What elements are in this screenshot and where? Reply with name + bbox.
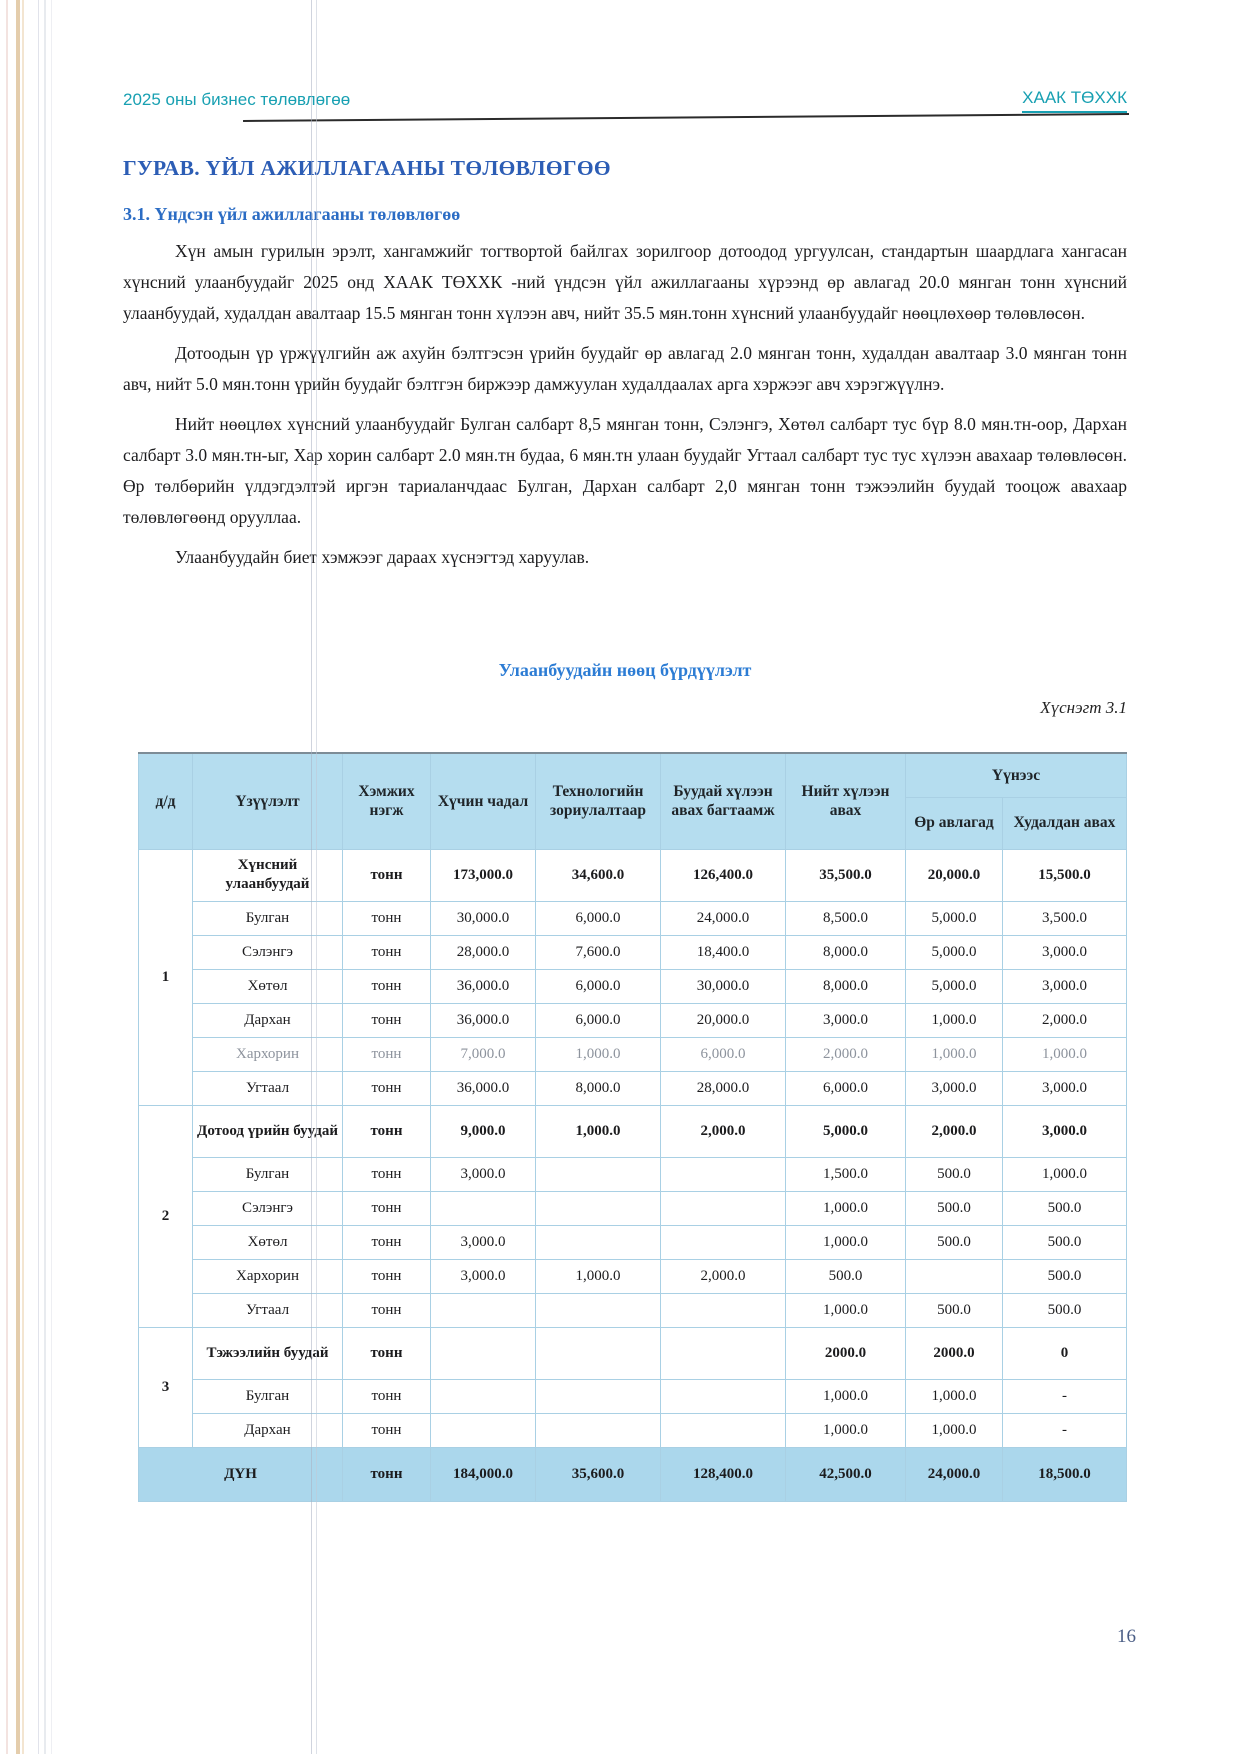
- cell-value: 3,000.0: [431, 1225, 536, 1259]
- cell-value: 2,000.0: [906, 1105, 1003, 1157]
- table-reference: Хүснэгт 3.1: [1040, 698, 1127, 717]
- table-row: [139, 1191, 1127, 1225]
- paragraph-1: Хүн амын гурилын эрэлт, хангамжийг тогтвортой байлгах зорилгоор дотоодод ургуулсан, стандартын шаардлага хангасан хүнсний улаанбуудайг 2025 онд ХААК ТӨХХК -ний үндсэн үйл ажиллагааны хүрээнд өр авлагад 20.0 мянган тонн хүнсний улаанбуудай, худалдан авалтаар 15.5 мянган тонн хүлээн авч, нийт 35.5 мян.тонн хүнсний улаанбуудайг нөөцлөхөөр төлөвлөсөн.: [123, 241, 1127, 323]
- cell-value: 3,000.0: [1003, 935, 1127, 969]
- cell-value: 20,000.0: [661, 1003, 786, 1037]
- cell-value: 1,500.0: [786, 1157, 906, 1191]
- cell-value: 6,000.0: [536, 969, 661, 1003]
- cell-value: 1,000.0: [906, 1003, 1003, 1037]
- table-row: [139, 1037, 1127, 1071]
- cell-value: [661, 1225, 786, 1259]
- col-header-debt: Өр авлагад: [906, 797, 1003, 849]
- cell-value: 1,000.0: [786, 1293, 906, 1327]
- cell-unit: тонн: [343, 901, 431, 935]
- cell-value: 500.0: [906, 1293, 1003, 1327]
- cell-total-value: 128,400.0: [661, 1447, 786, 1501]
- cell-value: [661, 1379, 786, 1413]
- col-header-unit: Хэмжих нэгж: [343, 753, 431, 849]
- cell-value: 6,000.0: [536, 901, 661, 935]
- cell-unit: тонн: [343, 1071, 431, 1105]
- cell-value: [536, 1293, 661, 1327]
- cell-indicator: Хүнсний улаанбуудай: [193, 849, 343, 901]
- cell-value: 1,000.0: [786, 1413, 906, 1447]
- cell-unit: тонн: [343, 1259, 431, 1293]
- table-row: [139, 1259, 1127, 1293]
- table-row: [139, 1327, 1127, 1379]
- cell-unit: тонн: [343, 1003, 431, 1037]
- cell-indicator: Булган: [193, 1379, 343, 1413]
- cell-value: 1,000.0: [536, 1259, 661, 1293]
- table-row: [139, 1379, 1127, 1413]
- cell-value: 5,000.0: [786, 1105, 906, 1157]
- cell-value: 1,000.0: [536, 1037, 661, 1071]
- cell-value: 500.0: [786, 1259, 906, 1293]
- cell-value: [906, 1259, 1003, 1293]
- cell-value: 7,600.0: [536, 935, 661, 969]
- cell-value: 36,000.0: [431, 969, 536, 1003]
- wheat-reserve-table: [138, 752, 1127, 1502]
- cell-value: 1,000.0: [786, 1225, 906, 1259]
- page-number: 16: [1117, 1626, 1136, 1647]
- table-row: [139, 901, 1127, 935]
- cell-value: -: [1003, 1379, 1127, 1413]
- cell-value: [431, 1191, 536, 1225]
- cell-value: 3,000.0: [1003, 969, 1127, 1003]
- cell-indicator: Тэжээлийн буудай: [193, 1327, 343, 1379]
- cell-indicator: Дархан: [193, 1413, 343, 1447]
- cell-indicator: Сэлэнгэ: [193, 1191, 343, 1225]
- cell-value: 0: [1003, 1327, 1127, 1379]
- cell-value: 1,000.0: [1003, 1037, 1127, 1071]
- scan-edge-stripe: [6, 0, 8, 1754]
- col-header-of-which: Үүнээс: [906, 753, 1127, 797]
- cell-value: 500.0: [906, 1191, 1003, 1225]
- cell-value: 2,000.0: [1003, 1003, 1127, 1037]
- cell-value: [431, 1379, 536, 1413]
- cell-total-value: 35,600.0: [536, 1447, 661, 1501]
- table-total-row: [139, 1447, 1127, 1501]
- cell-unit: тонн: [343, 1293, 431, 1327]
- table-row: [139, 1413, 1127, 1447]
- cell-value: [661, 1293, 786, 1327]
- cell-value: 500.0: [1003, 1259, 1127, 1293]
- cell-indicator: Угтаал: [193, 1293, 343, 1327]
- cell-unit: тонн: [343, 1191, 431, 1225]
- cell-value: 30,000.0: [661, 969, 786, 1003]
- cell-value: 35,500.0: [786, 849, 906, 901]
- col-header-storage: Буудай хүлээн авах багтаамж: [661, 753, 786, 849]
- cell-value: 2,000.0: [661, 1105, 786, 1157]
- table-row: [139, 1003, 1127, 1037]
- paragraph-2: Дотоодын үр үржүүлгийн аж ахуйн бэлтгэсэн үрийн буудайг өр авлагад 2.0 мянган тонн, худалдан авалтаар 3.0 мянган тонн авч, нийт 5.0 мян.тонн үрийн буудайг бэлтгэн биржээр дамжуулан худалдаалах арга хэржээг авч хэрэгжүүлнэ.: [123, 343, 1127, 394]
- scan-edge-stripe: [51, 0, 52, 1754]
- cell-total-value: 24,000.0: [906, 1447, 1003, 1501]
- cell-value: 15,500.0: [1003, 849, 1127, 901]
- cell-indicator: Хөтөл: [193, 1225, 343, 1259]
- cell-value: 8,000.0: [536, 1071, 661, 1105]
- cell-value: 34,600.0: [536, 849, 661, 901]
- cell-value: 1,000.0: [906, 1379, 1003, 1413]
- table-row: [139, 1293, 1127, 1327]
- cell-value: 20,000.0: [906, 849, 1003, 901]
- col-header-capacity: Хүчин чадал: [431, 753, 536, 849]
- scan-edge-stripe: [38, 0, 39, 1754]
- cell-value: 9,000.0: [431, 1105, 536, 1157]
- cell-value: 1,000.0: [906, 1037, 1003, 1071]
- table-row: [139, 935, 1127, 969]
- table-body: [139, 849, 1127, 1447]
- cell-unit: тонн: [343, 1225, 431, 1259]
- cell-value: 28,000.0: [431, 935, 536, 969]
- col-header-purchase: Худалдан авах: [1003, 797, 1127, 849]
- col-header-num: д/д: [139, 753, 193, 849]
- cell-value: 3,000.0: [431, 1259, 536, 1293]
- table-row: [139, 1225, 1127, 1259]
- cell-value: 5,000.0: [906, 935, 1003, 969]
- cell-value: 500.0: [1003, 1293, 1127, 1327]
- cell-value: 8,500.0: [786, 901, 906, 935]
- cell-value: [431, 1413, 536, 1447]
- cell-value: 1,000.0: [536, 1105, 661, 1157]
- cell-value: 6,000.0: [536, 1003, 661, 1037]
- cell-value: 500.0: [1003, 1191, 1127, 1225]
- cell-value: 7,000.0: [431, 1037, 536, 1071]
- cell-value: 24,000.0: [661, 901, 786, 935]
- table-row: [139, 1071, 1127, 1105]
- col-header-total: Нийт хүлээн авах: [786, 753, 906, 849]
- cell-unit: тонн: [343, 935, 431, 969]
- cell-indicator: Хөтөл: [193, 969, 343, 1003]
- cell-value: [661, 1327, 786, 1379]
- table-row: [139, 1105, 1127, 1157]
- cell-value: 2,000.0: [661, 1259, 786, 1293]
- cell-indicator: Сэлэнгэ: [193, 935, 343, 969]
- table-header: [139, 753, 1127, 849]
- chapter-heading: ГУРАВ. ҮЙЛ АЖИЛЛАГААНЫ ТӨЛӨВЛӨГӨӨ: [123, 156, 611, 180]
- scan-edge-stripe: [22, 0, 24, 1754]
- cell-value: 500.0: [906, 1157, 1003, 1191]
- cell-indicator: Хархорин: [193, 1259, 343, 1293]
- cell-value: 8,000.0: [786, 935, 906, 969]
- table-row: [139, 1157, 1127, 1191]
- cell-total-value: 18,500.0: [1003, 1447, 1127, 1501]
- cell-value: 2,000.0: [786, 1037, 906, 1071]
- cell-total-value: 42,500.0: [786, 1447, 906, 1501]
- cell-unit: тонн: [343, 1413, 431, 1447]
- cell-value: 28,000.0: [661, 1071, 786, 1105]
- cell-value: 1,000.0: [786, 1191, 906, 1225]
- cell-value: [536, 1191, 661, 1225]
- cell-unit: тонн: [343, 849, 431, 901]
- paragraph-4: Улаанбуудайн биет хэмжээг дараах хүснэгтэд харуулав.: [175, 547, 590, 567]
- cell-value: 500.0: [906, 1225, 1003, 1259]
- cell-value: 3,000.0: [906, 1071, 1003, 1105]
- paragraph-3: Нийт нөөцлөх хүнсний улаанбуудайг Булган салбарт 8,5 мянган тонн, Сэлэнгэ, Хөтөл салбарт тус бүр 8.0 мян.тн-оор, Дархан салбарт 3.0 мян.тн-ыг, Хар хорин салбарт 2.0 мян.тн будаа, 6 мян.тн улаан буудайг Угтаал салбарт тус тус хүлээн авахаар төлөвлөсөн. Өр төлбөрийн үлдэгдэлтэй иргэн тариаланчдаас Булган, Дархан салбарт 2,0 мянган тонн тэжээлийн буудай тооцож авахаар төлөвлөгөөнд орууллаа.: [123, 414, 1127, 527]
- cell-value: 1,000.0: [906, 1413, 1003, 1447]
- cell-unit: тонн: [343, 1327, 431, 1379]
- cell-value: 36,000.0: [431, 1003, 536, 1037]
- header-company: ХААК ТӨХХК: [1022, 88, 1127, 113]
- table-row: [139, 969, 1127, 1003]
- cell-indicator: Дотоод үрийн буудай: [193, 1105, 343, 1157]
- table-caption: Улаанбуудайн нөөц бүрдүүлэлт: [498, 660, 752, 680]
- cell-value: [431, 1327, 536, 1379]
- cell-value: 6,000.0: [786, 1071, 906, 1105]
- cell-value: 1,000.0: [1003, 1157, 1127, 1191]
- section-heading: 3.1. Үндсэн үйл ажиллагааны төлөвлөгөө: [123, 204, 461, 224]
- cell-total-unit: тонн: [343, 1447, 431, 1501]
- cell-value: [661, 1413, 786, 1447]
- cell-unit: тонн: [343, 1037, 431, 1071]
- scan-edge-stripe: [16, 0, 20, 1754]
- cell-value: [536, 1327, 661, 1379]
- cell-value: [536, 1157, 661, 1191]
- cell-value: [661, 1191, 786, 1225]
- cell-unit: тонн: [343, 1105, 431, 1157]
- cell-value: 6,000.0: [661, 1037, 786, 1071]
- cell-value: 5,000.0: [906, 969, 1003, 1003]
- cell-value: [661, 1157, 786, 1191]
- cell-value: 3,000.0: [786, 1003, 906, 1037]
- cell-indicator: Булган: [193, 1157, 343, 1191]
- cell-total-value: 184,000.0: [431, 1447, 536, 1501]
- cell-value: 1,000.0: [786, 1379, 906, 1413]
- cell-value: 3,000.0: [1003, 1105, 1127, 1157]
- cell-num: 1: [139, 849, 193, 1105]
- table-row: [139, 849, 1127, 901]
- cell-value: 126,400.0: [661, 849, 786, 901]
- cell-value: -: [1003, 1413, 1127, 1447]
- cell-indicator: Угтаал: [193, 1071, 343, 1105]
- cell-value: 3,000.0: [1003, 1071, 1127, 1105]
- cell-value: [431, 1293, 536, 1327]
- cell-unit: тонн: [343, 1157, 431, 1191]
- cell-num: 3: [139, 1327, 193, 1447]
- cell-value: 3,500.0: [1003, 901, 1127, 935]
- scan-edge-stripe: [44, 0, 46, 1754]
- cell-unit: тонн: [343, 1379, 431, 1413]
- cell-value: 36,000.0: [431, 1071, 536, 1105]
- cell-indicator: Булган: [193, 901, 343, 935]
- body-text: [123, 236, 1127, 582]
- cell-value: 500.0: [1003, 1225, 1127, 1259]
- cell-value: 8,000.0: [786, 969, 906, 1003]
- cell-indicator: Хархорин: [193, 1037, 343, 1071]
- cell-value: 5,000.0: [906, 901, 1003, 935]
- cell-num: 2: [139, 1105, 193, 1327]
- cell-unit: тонн: [343, 969, 431, 1003]
- cell-value: 30,000.0: [431, 901, 536, 935]
- cell-value: 18,400.0: [661, 935, 786, 969]
- header-doc-title: 2025 оны бизнес төлөвлөгөө: [123, 90, 351, 109]
- cell-value: [536, 1225, 661, 1259]
- col-header-tech: Технологийн зориулалтаар: [536, 753, 661, 849]
- cell-value: 3,000.0: [431, 1157, 536, 1191]
- cell-value: 2000.0: [906, 1327, 1003, 1379]
- cell-value: [536, 1379, 661, 1413]
- cell-total-label: ДҮН: [139, 1447, 343, 1501]
- col-header-indicator: Үзүүлэлт: [193, 753, 343, 849]
- cell-indicator: Дархан: [193, 1003, 343, 1037]
- cell-value: 173,000.0: [431, 849, 536, 901]
- cell-value: [536, 1413, 661, 1447]
- cell-value: 2000.0: [786, 1327, 906, 1379]
